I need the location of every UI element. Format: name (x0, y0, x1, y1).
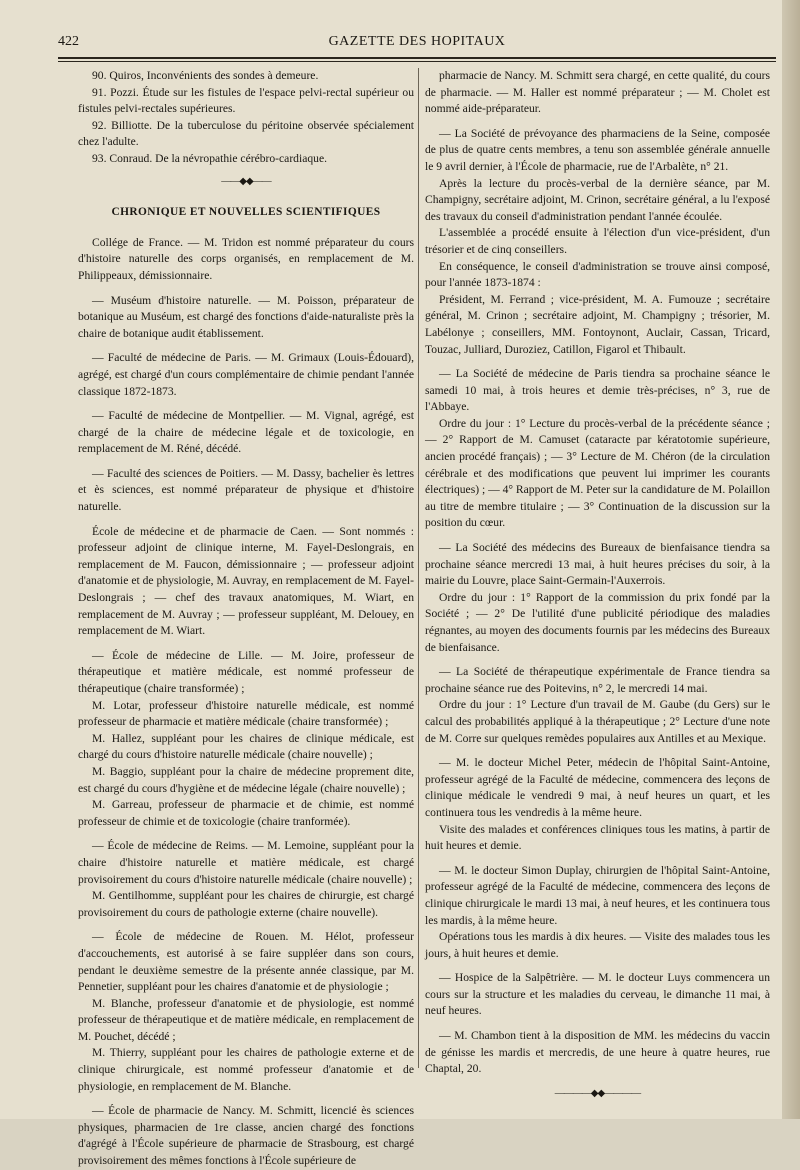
news-paragraph: — École de médecine de Reims. — M. Lemoine, suppléant pour la chaire d'histoire naturelle et matière médicale, est chargé provisoirement du cours d'histoire naturelle médicale (chaire nouvelle) ; (78, 839, 414, 886)
news-paragraph: — M. le docteur Michel Peter, médecin de l'hôpital Saint-Antoine, professeur agrégé de la Faculté de médecine, commencera des leçons de clinique médicale le vendredi 9 mai, à neuf heures un quart, et les continuera tous les vendredis à la même heure. (425, 756, 770, 819)
running-title: GAZETTE DES HOPITAUX (328, 34, 506, 49)
news-paragraph: — M. le docteur Simon Duplay, chirurgien de l'hôpital Saint-Antoine, professeur agrégé de la Faculté de médecine, commencera des leçons de clinique chirurgicale le mardi 13 mai, à neuf heures, et les continuera tous les mardis, à la même heure. (425, 863, 770, 927)
news-paragraph: M. Baggio, suppléant pour la chaire de médecine proprement dite, est chargé du cours d'hygiène et de médecine légale (chaire nouvelle) ; (78, 764, 414, 795)
news-paragraph: pharmacie de Nancy. M. Schmitt sera chargé, en cette qualité, du cours de pharmacie. — M. Haller est nommé préparateur ; — M. Cholet est nommé aide-préparateur. (425, 69, 770, 116)
end-ornament: ————◆◆———— (554, 1087, 641, 1099)
news-paragraph: — M. Chambon tient à la disposition de MM. les médecins du vaccin de génisse les mardis et mercredis, de une heure à quatre heures, rue Chaptal, 20. (425, 1029, 770, 1076)
news-paragraph: — École de médecine de Lille. — M. Joire, professeur de thérapeutique et matière médicale, est nommé professeur de thérapeutique (chaire transformée) ; (78, 648, 414, 695)
column-divider (418, 68, 419, 1068)
thesis-list-item: 93. Conraud. De la névropathie cérébro-cardiaque. (92, 151, 327, 165)
thesis-list (78, 68, 414, 168)
page-edge-shadow (782, 0, 800, 1119)
section-ornament: ——◆◆—— (221, 175, 271, 187)
news-paragraph: Président, M. Ferrand ; vice-président, M. A. Fumouze ; secrétaire général, M. Crinon ; secrétaire adjoint, M. Champigny ; trésorier, M. Labélonye ; conseillers, MM. Fontoynont, Auclair, Cassan, Tricard, Touzac, Julliard, Duroziez, Catillon, Figarol et Thibault. (425, 292, 770, 356)
news-paragraph: Ordre du jour : 1° Lecture d'un travail de M. Gaube (du Gers) sur le calcul des probabilités appliqué à la thérapeutique ; 2° Lecture d'une note de M. Corre sur quelques remèdes populaires aux Antilles et au Mexique. (425, 698, 770, 745)
thesis-list-item: 91. Pozzi. Étude sur les fistules de l'espace pelvi-rectal supérieur ou fistules pelvi-rectales supérieures. (78, 85, 414, 116)
news-paragraph: En conséquence, le conseil d'administration se trouve ainsi composé, pour l'année 1873-1874 : (425, 259, 770, 290)
header-rule-thin (58, 61, 776, 62)
news-paragraph: Collége de France. — M. Tridon est nommé préparateur du cours d'histoire naturelle des corps organisés, en remplacement de M. Philippeaux, démissionnaire. (78, 235, 414, 282)
thesis-list-item: 92. Billiotte. De la tuberculose du péritoine observée spécialement chez l'adulte. (78, 118, 414, 149)
news-paragraph: Ordre du jour : 1° Rapport de la commission du prix fondé par la Société ; — 2° De l'utilité d'une publicité périodique des maladies régnantes, au moyen des documents fournis par les médecins des Bureaux de bienfaisance. (425, 590, 770, 654)
news-paragraph: Opérations tous les mardis à dix heures. — Visite des malades tous les jours, à huit heures et demie. (425, 930, 770, 960)
news-paragraph: M. Garreau, professeur de pharmacie et de chimie, est nommé professeur de chimie et de toxicologie (chaire tranformée). (78, 798, 414, 828)
left-column (78, 68, 414, 1170)
news-paragraph: — Faculté de médecine de Paris. — M. Grimaux (Louis-Édouard), agrégé, est chargé d'un cours complémentaire de chimie pendant l'année classique 1872-1873. (78, 351, 414, 398)
news-paragraph: L'assemblée a procédé ensuite à l'élection d'un vice-président, d'un trésorier et de cinq conseillers. (425, 226, 770, 256)
news-paragraph: — Muséum d'histoire naturelle. — M. Poisson, préparateur de botanique au Muséum, est chargé des fonctions d'aide-naturaliste près la chaire de botanique audit établissement. (78, 293, 414, 340)
news-paragraph: Visite des malades et conférences cliniques tous les matins, à partir de huit heures et demie. (425, 822, 770, 853)
news-paragraph: — Faculté des sciences de Poitiers. — M. Dassy, bachelier ès lettres et ès sciences, est nommé préparateur de physique et d'histoire naturelle. (78, 466, 414, 514)
news-paragraph: M. Blanche, professeur d'anatomie et de physiologie, est nommé professeur de thérapeutique et de matière médicale, en remplacement de M. Pouchet, décédé ; (78, 996, 414, 1043)
news-paragraph: — Faculté de médecine de Montpellier. — M. Vignal, agrégé, est chargé de la chaire de médecine légale et de toxicologie, en remplacement de M. Réné, décédé. (78, 409, 414, 456)
news-items-left (78, 235, 414, 1170)
news-paragraph: M. Lotar, professeur d'histoire naturelle médicale, est nommé professeur de pharmacie et matière médicale (chaire transformée) ; (78, 698, 414, 729)
news-paragraph: — École de médecine de Rouen. M. Hélot, professeur d'accouchements, est autorisé à se faire suppléer dans son cours, pendant le deuxième semestre de la présente année classique, par M. Pennetier, suppléant pour les chaires d'anatomie et de physiologie ; (78, 930, 414, 994)
news-paragraph: Après la lecture du procès-verbal de la dernière séance, par M. Champigny, secrétaire adjoint, M. Crinon, secrétaire général, a lu l'exposé des travaux du conseil d'administration pendant l'année écoulée. (425, 176, 770, 223)
news-paragraph: M. Thierry, suppléant pour les chaires de pathologie externe et de clinique chirurgicale, est nommé professeur d'anatomie et de physiologie, en remplacement de M. Blanche. (78, 1046, 414, 1093)
news-paragraph: M. Hallez, suppléant pour les chaires de clinique médicale, est chargé du cours d'histoire naturelle médicale (chaire nouvelle) ; (78, 731, 414, 762)
news-paragraph: — La Société de médecine de Paris tiendra sa prochaine séance le samedi 10 mai, à trois heures et demie très-précises, n° 3, rue de l'Abbaye. (425, 367, 770, 414)
right-column (425, 68, 770, 1102)
news-paragraph: — École de pharmacie de Nancy. M. Schmitt, licencié ès sciences physiques, pharmacien de 1re classe, ancien chargé des fonctions d'agrégé à l'École supérieure de pharmacie de Strasbourg, est chargé provisoirement des mêmes fonctions à l'École supérieure de (78, 1104, 414, 1168)
news-paragraph: — La Société de prévoyance des pharmaciens de la Seine, composée de plus de quatre cents membres, a tenu son assemblée générale annuelle le 9 avril dernier, à l'École de pharmacie, rue de l'Arbalète, n° 21. (425, 126, 770, 173)
page-header (58, 34, 776, 52)
section-title: CHRONIQUE ET NOUVELLES SCIENTIFIQUES (111, 206, 381, 219)
thesis-list-item: 90. Quiros, Inconvénients des sondes à demeure. (92, 69, 319, 82)
header-rule (58, 57, 776, 59)
news-paragraph: M. Gentilhomme, suppléant pour les chaires de chirurgie, est chargé provisoirement du cours de pathologie externe (chaire nouvelle). (78, 889, 414, 919)
news-paragraph: École de médecine et de pharmacie de Caen. — Sont nommés : professeur adjoint de clinique interne, M. Fayel-Deslongrais, en remplacement de M. Faucon, démissionnaire ; — professeur adjoint d'anatomie et de physiologie, M. Auvray, en remplacement de M. Fayel-Deslongrais ; — chef des travaux anatomiques, M. Wiart, en remplacement de M. Auvray ; — professeur suppléant, M. Delouey, en remplacement de M. Wiart. (78, 524, 414, 638)
page-number: 422 (58, 34, 79, 49)
news-paragraph: Ordre du jour : 1° Lecture du procès-verbal de la précédente séance ; — 2° Rapport de M. Camuset (cataracte par kératotomie supérieure, ancien procédé français) ; — 3° Lecture de M. Chéron (de la circulation cérébrale et des modifications que peuvent lui imprimer les courants électriques) ; — 4° Rapport de M. Peter sur la candidature de M. Polaillon au titre de membre titulaire ; — 3° Continuation de la discussion sur la position du cœur. (425, 416, 770, 530)
news-paragraph: — La Société de thérapeutique expérimentale de France tiendra sa prochaine séance rue des Poitevins, n° 2, le mercredi 14 mai. (425, 665, 770, 695)
news-paragraph: — Hospice de la Salpêtrière. — M. le docteur Luys commencera un cours sur la structure et les maladies du cerveau, le dimanche 11 mai, à neuf heures. (425, 971, 770, 1018)
news-paragraph: — La Société des médecins des Bureaux de bienfaisance tiendra sa prochaine séance mercredi 13 mai, à huit heures précises du soir, à la mairie du Louvre, place Saint-Germain-l'Auxerrois. (425, 541, 770, 588)
news-items-right (425, 68, 770, 1078)
